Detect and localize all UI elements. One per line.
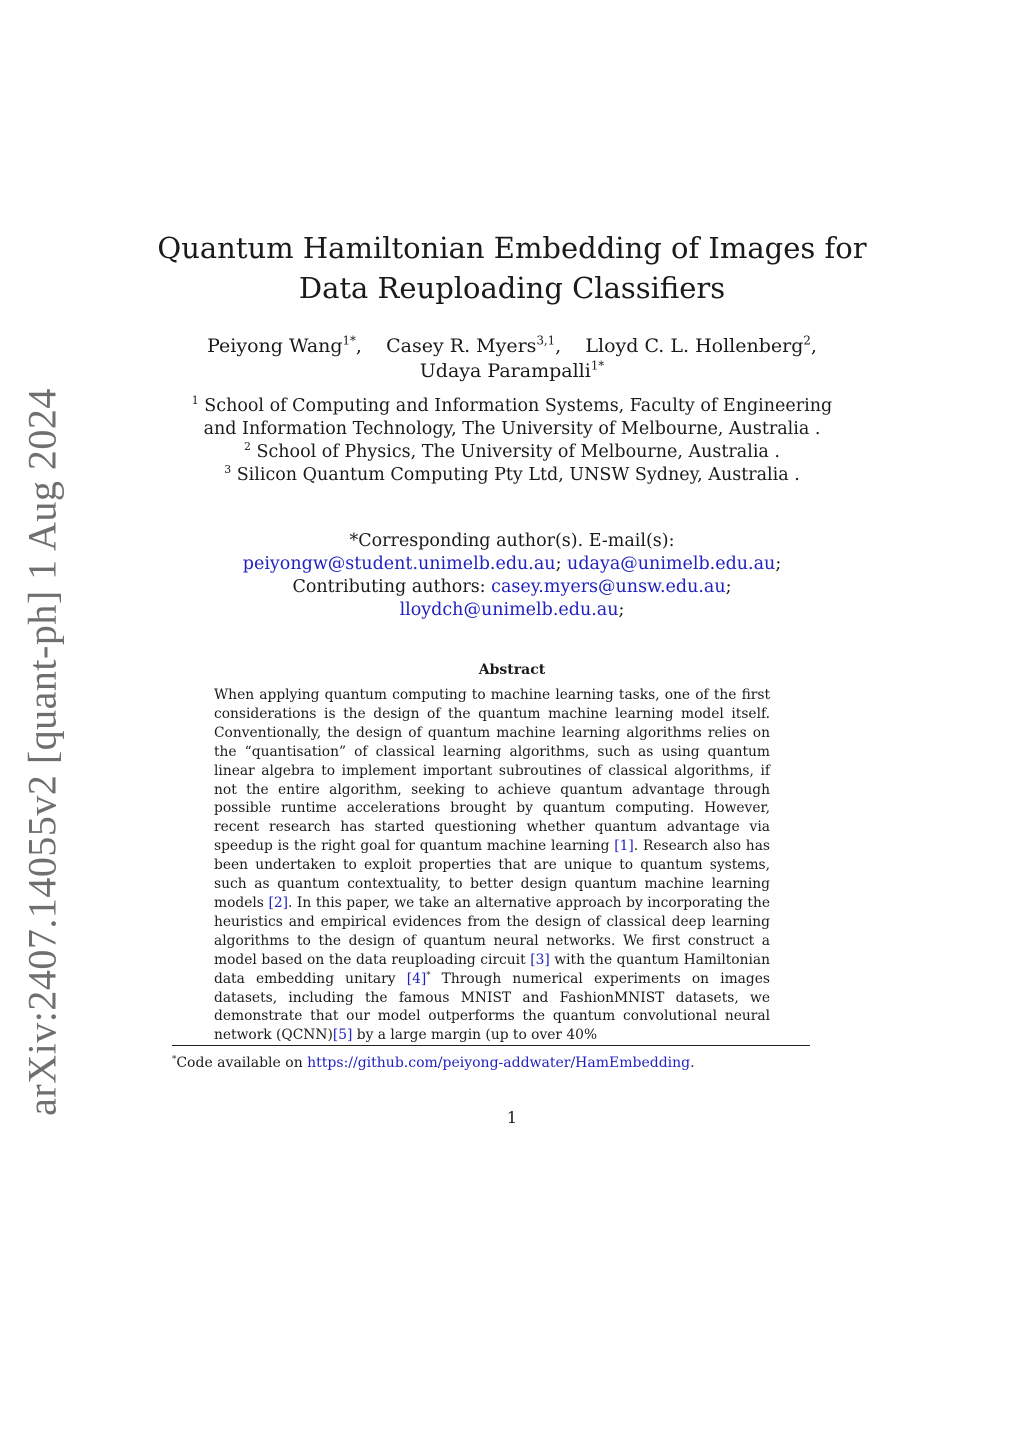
citation-link[interactable]: [1] xyxy=(614,838,634,855)
affiliation-line xyxy=(0,441,1024,464)
separator: ; xyxy=(775,554,782,574)
affiliation-text: School of Physics, The University of Melbourne, Australia . xyxy=(256,442,780,462)
abstract-text: . In this paper, we take an alternative approach by incorporating the heuristics and empirical evidences from the design of classical deep learning algorithms to the design of quantum neural networks. We first construct a model based on the data reuploading circuit xyxy=(214,894,771,968)
affiliation-text: Silicon Quantum Computing Pty Ltd, UNSW Sydney, Australia . xyxy=(236,465,800,485)
affiliation-number: 2 xyxy=(244,440,251,454)
contributing-line xyxy=(0,599,1024,622)
abstract-text: by a large margin (up to over 40% xyxy=(352,1027,598,1044)
contributing-line xyxy=(0,576,1024,599)
author-affil-mark: 3,1 xyxy=(536,333,556,348)
abstract-text: When applying quantum computing to machine learning tasks, one of the first considerations is the design of the quantum machine learning model itself. Conventionally, the design of quantum machine learning algorithms relies on the “quantisation” of classical learning algorithms, such as using quantum linear algebra to implement important subroutines of classical algorithms, if not the entire algorithm, seeking to achieve quantum advantage through possible runtime accelerations brought by quantum computing. However, recent research has started questioning whether quantum advantage via speedup is the right goal for quantum machine learning xyxy=(214,687,770,855)
separator: ; xyxy=(618,600,625,620)
correspondence xyxy=(0,530,1024,622)
footnote-mark: * xyxy=(172,1054,177,1065)
title-line-1: Quantum Hamiltonian Embedding of Images for xyxy=(157,231,867,265)
abstract-heading: Abstract xyxy=(478,662,546,678)
footnote-end: . xyxy=(690,1055,695,1071)
author-name: Lloyd C. L. Hollenberg xyxy=(585,335,804,357)
abstract-body xyxy=(214,686,770,1045)
footnote-divider xyxy=(172,1045,810,1046)
author-line-1 xyxy=(0,334,1024,359)
email-link[interactable]: peiyongw@student.unimelb.edu.au xyxy=(242,554,556,574)
author-name: Casey R. Myers xyxy=(386,335,537,357)
citation-link[interactable]: [5] xyxy=(332,1027,353,1044)
author-affil-mark: 2 xyxy=(803,333,811,348)
citation-link[interactable]: [4] xyxy=(406,970,427,987)
abstract-text: . Research also has been undertaken to exploit properties that are unique to quantum systems, such as quantum contextuality, to better design quantum machine learning models xyxy=(214,838,770,911)
corresponding-label: *Corresponding author(s). E-mail(s): xyxy=(349,531,675,551)
affiliations xyxy=(0,395,1024,487)
email-line xyxy=(0,553,1024,576)
contributing-label: Contributing authors: xyxy=(292,577,486,597)
affiliation-line xyxy=(0,395,1024,418)
separator: ; xyxy=(725,577,732,597)
affiliation-text: and Information Technology, The University of Melbourne, Australia . xyxy=(203,419,821,439)
arxiv-identifier: arXiv:2407.14055v2 [quant-ph] 1 Aug 2024 xyxy=(19,388,65,1116)
abstract-text: Through numerical experiments on images datasets, including the famous MNIST and FashionMNIST datasets, we demonstrate that our model outperforms the quantum convolutional neural network (QCNN) xyxy=(214,970,770,1044)
author-list xyxy=(0,334,1024,384)
separator: ; xyxy=(555,554,562,574)
paper-title xyxy=(0,228,1024,308)
author-name: Peiyong Wang xyxy=(207,335,343,357)
affiliation-line xyxy=(0,418,1024,441)
email-link[interactable]: casey.myers@unsw.edu.au xyxy=(491,577,726,597)
citation-link[interactable]: [3] xyxy=(530,951,550,968)
author-name: Udaya Parampalli xyxy=(419,360,591,382)
footnote-marker[interactable]: * xyxy=(426,970,431,980)
author-separator: , xyxy=(555,335,580,357)
author-affil-mark: 1* xyxy=(590,358,605,373)
email-link[interactable]: lloydch@unimelb.edu.au xyxy=(399,600,619,620)
abstract-text: with the quantum Hamiltonian data embedding unitary xyxy=(214,951,771,987)
email-link[interactable]: udaya@unimelb.edu.au xyxy=(567,554,776,574)
title-line-2: Data Reuploading Classifiers xyxy=(298,271,726,305)
author-affil-mark: 1* xyxy=(342,333,356,348)
affiliation-line xyxy=(0,464,1024,487)
affiliation-number: 3 xyxy=(224,463,232,477)
author-separator: , xyxy=(810,335,817,357)
github-link[interactable]: https://github.com/peiyong-addwater/HamEmbedding xyxy=(307,1055,691,1071)
author-separator: , xyxy=(355,335,381,357)
author-line-2 xyxy=(0,359,1024,384)
page-number: 1 xyxy=(506,1108,518,1127)
citation-link[interactable]: [2] xyxy=(268,894,288,911)
affiliation-number: 1 xyxy=(191,394,199,408)
affiliation-text: School of Computing and Information Systems, Faculty of Engineering xyxy=(204,396,833,416)
footnote-text: Code available on xyxy=(176,1055,308,1071)
footnote xyxy=(172,1054,812,1072)
